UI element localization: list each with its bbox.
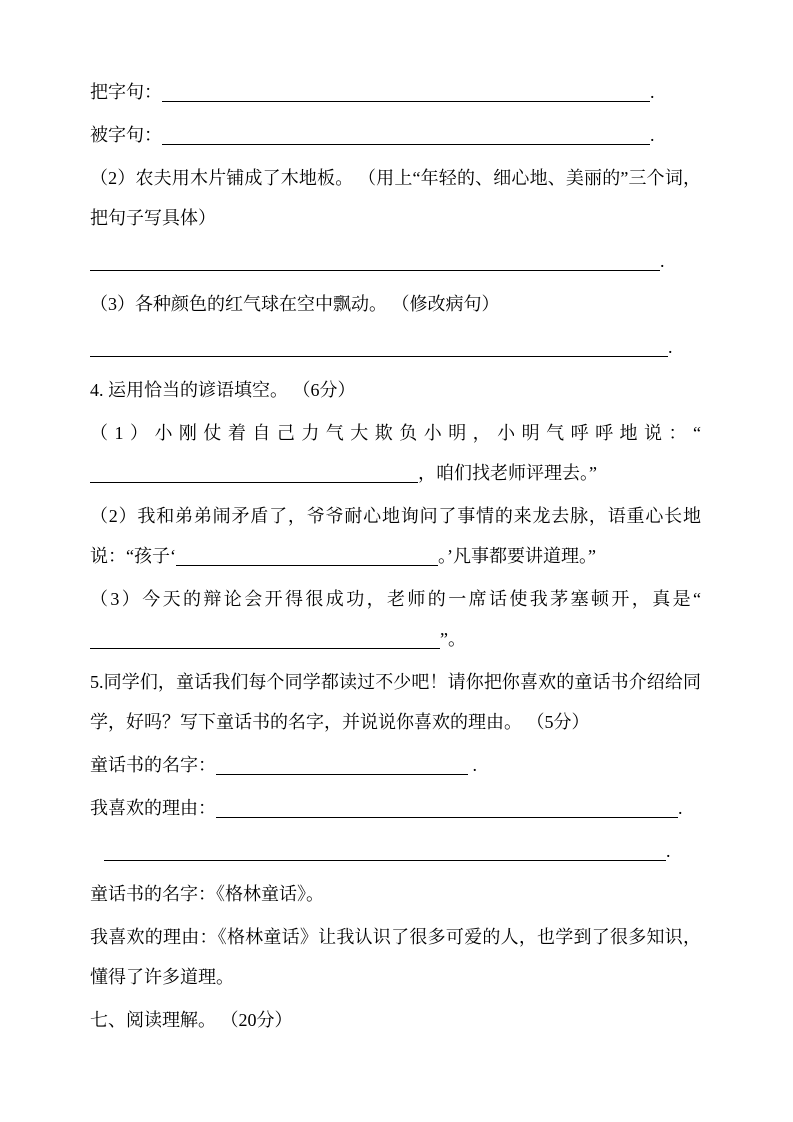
answer-blank-line-1 bbox=[90, 241, 701, 281]
fairytale-name-blank bbox=[216, 755, 468, 775]
question-4-3-text: （3）今天的辩论会开得很成功，老师的一席话使我茅塞顿开，真是“ bbox=[90, 589, 701, 609]
favorite-reason-answer: 我喜欢的理由：《格林童话》让我认识了很多可爱的人，也学到了很多知识，懂得了许多道理。 bbox=[90, 927, 701, 987]
question-5-intro: 5.同学们，童话我们每个同学都读过不少吧！请你把你喜欢的童话书介绍给同学，好吗？写下童话书的名字，并说说你喜欢的理由。 （5分） bbox=[90, 672, 701, 732]
question-4-3-tail: ”。 bbox=[440, 629, 466, 649]
bei-sentence-label: 被字句： bbox=[90, 125, 162, 145]
favorite-reason-label: 我喜欢的理由： bbox=[90, 798, 216, 818]
ba-sentence-label: 把字句： bbox=[90, 82, 162, 102]
fairytale-name-answer: 童话书的名字：《格林童话》。 bbox=[90, 884, 324, 904]
proverb-blank-3 bbox=[90, 629, 440, 649]
question-4-1-tail: ，咱们找老师评理去。” bbox=[418, 463, 597, 483]
line-period: . bbox=[660, 251, 665, 271]
fairytale-name-line bbox=[90, 745, 701, 785]
question-4-2-text: （2）我和弟弟闹矛盾了，爷爷耐心地询问了事情的来龙去脉，语重心长地说：“孩子‘ bbox=[90, 506, 701, 566]
question-4-3 bbox=[90, 579, 701, 659]
section-7-header: 七、阅读理解。 （20分） bbox=[90, 1010, 293, 1030]
answer-blank bbox=[90, 337, 668, 357]
line-period: . bbox=[666, 841, 671, 861]
line-period: . bbox=[650, 125, 655, 145]
proverb-blank-2 bbox=[176, 546, 438, 566]
answer-blank bbox=[104, 841, 666, 861]
question-4-2 bbox=[90, 496, 701, 576]
favorite-reason-line bbox=[90, 788, 701, 828]
line-period: . bbox=[468, 755, 477, 775]
question-4-2-tail: 。’凡事都要讲道理。” bbox=[437, 546, 596, 566]
line-period: . bbox=[668, 337, 673, 357]
line-period: . bbox=[678, 798, 683, 818]
favorite-reason-blank bbox=[216, 798, 678, 818]
question-4-1-text: （1）小刚仗着自己力气大欺负小明，小明气呼呼地说：“ bbox=[90, 423, 701, 443]
proverb-blank-1 bbox=[90, 463, 418, 483]
answer-blank bbox=[90, 251, 660, 271]
question-4-1 bbox=[90, 413, 701, 493]
answer-blank-line-3 bbox=[90, 831, 701, 871]
ba-sentence-blank bbox=[162, 82, 650, 102]
ba-sentence-line bbox=[90, 72, 701, 112]
question-2-3-text: （3）各种颜色的红气球在空中飘动。 （修改病句） bbox=[90, 294, 500, 314]
question-2-2-text: （2）农夫用木片铺成了木地板。 （用上“年轻的、细心地、美丽的”三个词，把句子写具体） bbox=[90, 168, 701, 228]
question-4-header: 4. 运用恰当的谚语填空。 （6分） bbox=[90, 380, 356, 400]
answer-blank-line-2 bbox=[90, 327, 701, 367]
fairytale-name-label: 童话书的名字： bbox=[90, 755, 216, 775]
bei-sentence-line bbox=[90, 115, 701, 155]
line-period: . bbox=[650, 82, 655, 102]
bei-sentence-blank bbox=[162, 125, 650, 145]
